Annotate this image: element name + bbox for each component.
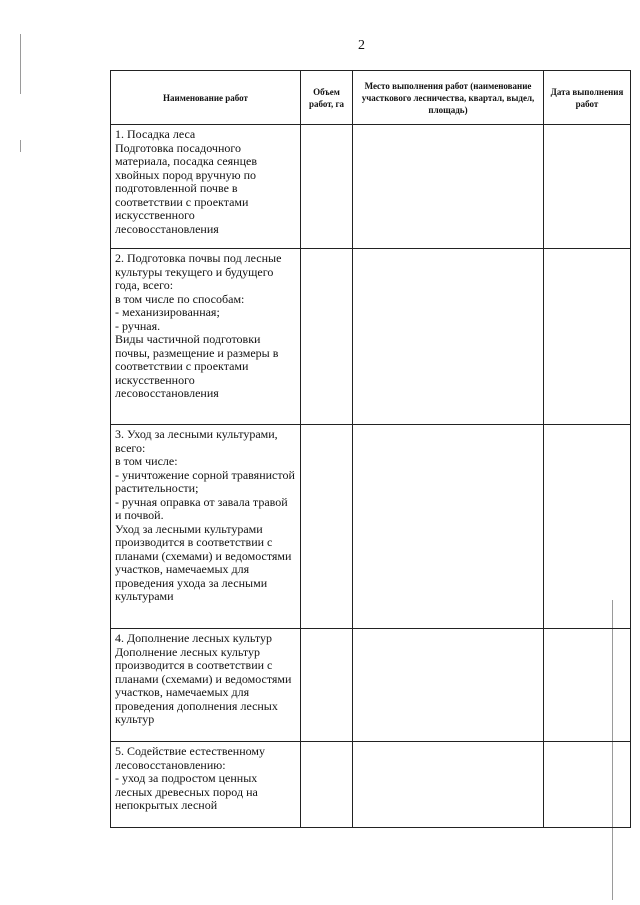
table-row [111,629,631,742]
left-margin-mark [20,140,21,152]
row-place-cell [353,629,544,742]
row-work-description: 1. Посадка леса Подготовка посадочного материала, посадка сеянцев хвойных пород вручную по подготовленной почве в соответствии с проектами искусственного лесовосстановления [111,125,301,249]
row-volume-cell [301,742,353,828]
row-place-cell [353,742,544,828]
header-place: Место выполнения работ (наименование участкового лесничества, квартал, выдел, площадь) [353,71,544,125]
works-table [110,70,631,828]
header-volume: Объем работ, га [301,71,353,125]
table-row [111,425,631,629]
left-margin-mark [20,34,21,94]
row-date-cell [544,425,631,629]
table-row [111,249,631,425]
row-volume-cell [301,249,353,425]
row-date-cell [544,125,631,249]
row-date-cell [544,742,631,828]
row-work-description: 4. Дополнение лесных культур Дополнение лесных культур производится в соответствии с планами (схемами) и ведомостями участков, намечаемых для проведения дополнения лесных культур [111,629,301,742]
row-date-cell [544,249,631,425]
row-place-cell [353,249,544,425]
table-row [111,742,631,828]
row-work-description: 5. Содействие естественному лесовосстановлению: - уход за подростом ценных лесных древесных пород на непокрытых лесной [111,742,301,828]
page-number: 2 [358,38,365,53]
row-place-cell [353,125,544,249]
table-header-row [111,71,631,125]
row-volume-cell [301,125,353,249]
row-work-description: 2. Подготовка почвы под лесные культуры текущего и будущего года, всего: в том числе по способам: - механизированная; - ручная. Виды частичной подготовки почвы, размещение и размеры в соответствии с проектами искусственного лесовосстановления [111,249,301,425]
row-place-cell [353,425,544,629]
header-date: Дата выполнения работ [544,71,631,125]
row-work-description: 3. Уход за лесными культурами, всего: в том числе: - уничтожение сорной травянистой растительности; - ручная оправка от завала травой и почвой. Уход за лесными культурами производится в соответствии с планами (схемами) и ведомостями участков, намечаемых для проведения ухода за лесными культурами [111,425,301,629]
row-volume-cell [301,629,353,742]
row-volume-cell [301,425,353,629]
table-row [111,125,631,249]
row-date-cell [544,629,631,742]
header-name: Наименование работ [111,71,301,125]
